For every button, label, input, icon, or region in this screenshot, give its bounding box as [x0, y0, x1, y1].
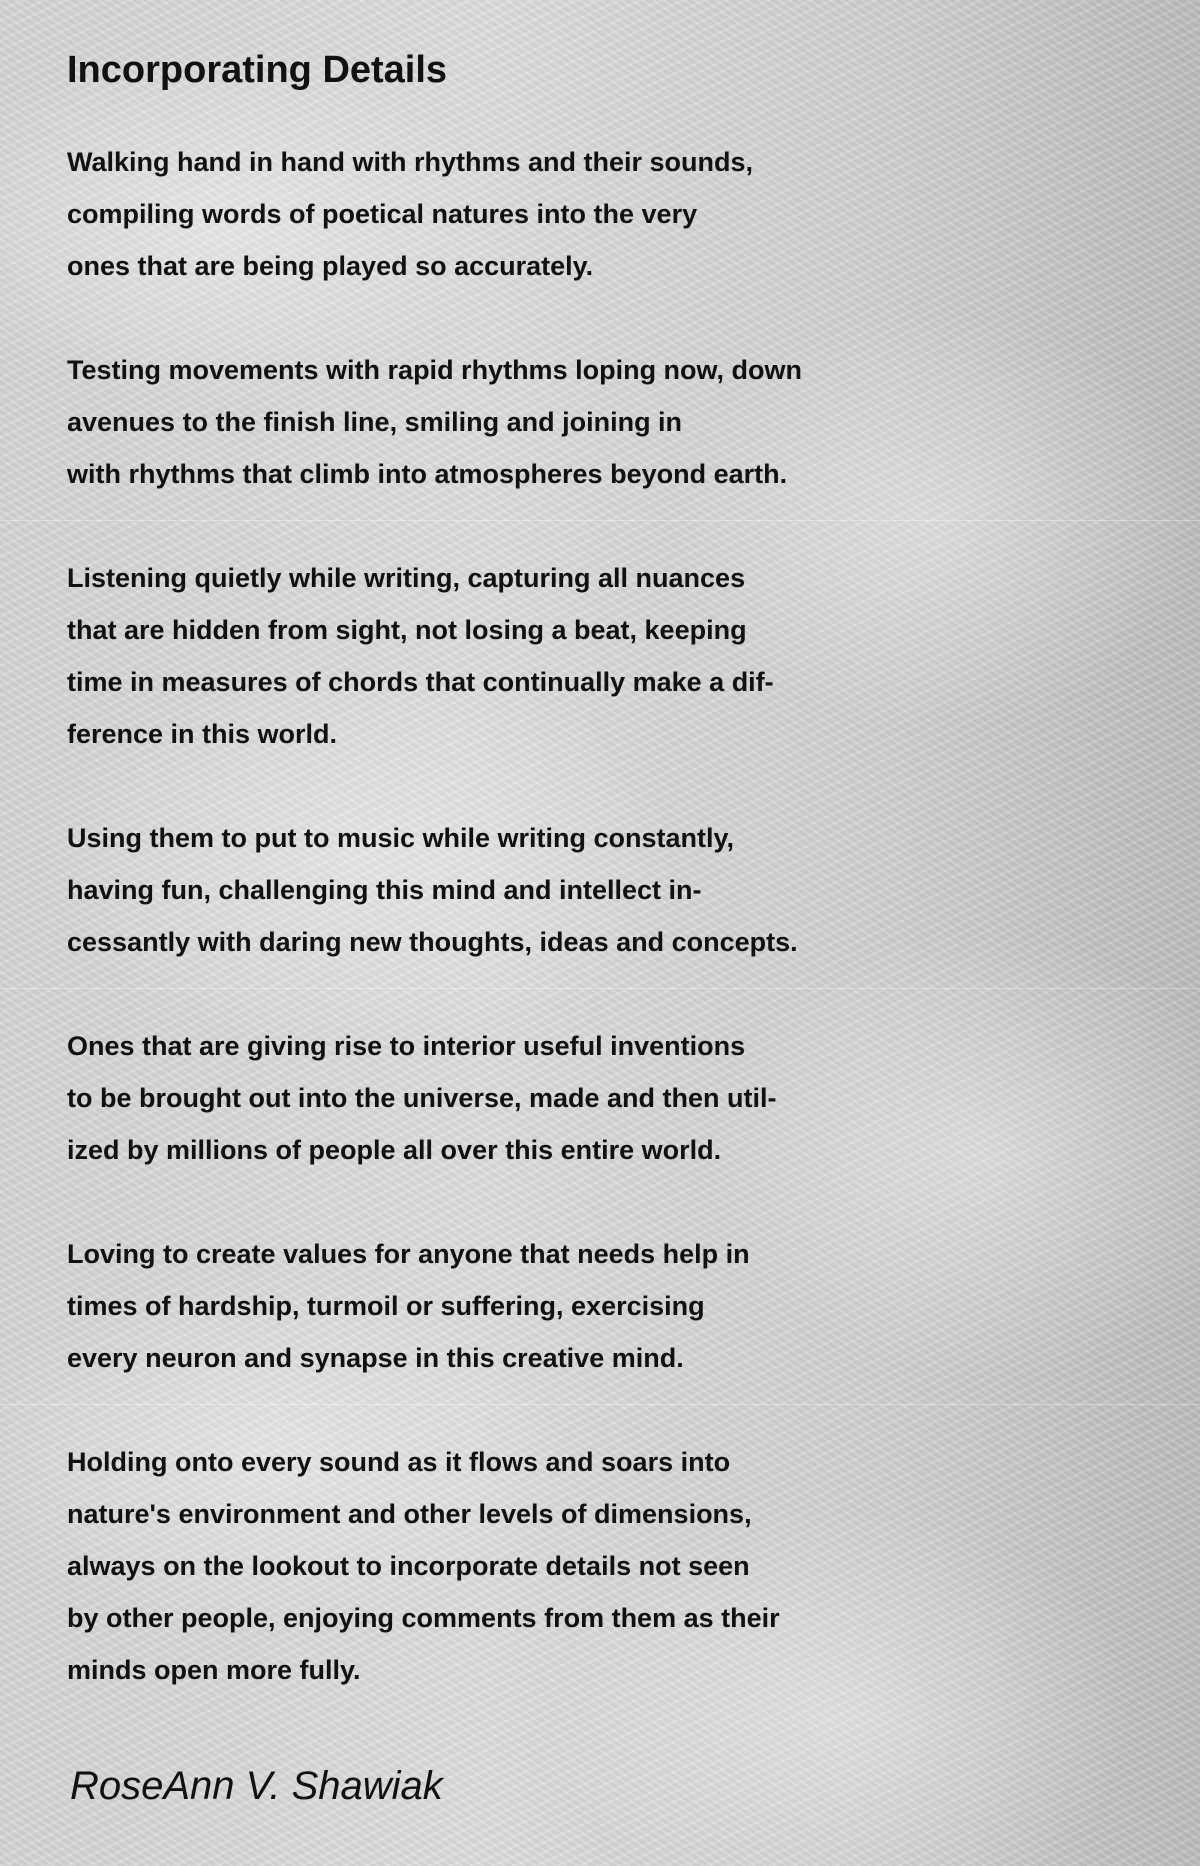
poem-line: Testing movements with rapid rhythms loping now, down [67, 354, 803, 385]
poem-line: minds open more fully. [67, 1654, 361, 1685]
poem-line: with rhythms that climb into atmospheres beyond earth. [67, 458, 788, 489]
stanza-4 [67, 812, 1147, 968]
poem [67, 48, 1147, 1748]
stanza-2 [67, 344, 1147, 500]
poem-line: having fun, challenging this mind and intellect in- [67, 874, 702, 905]
poem-line: ference in this world. [67, 718, 338, 749]
poem-line: ones that are being played so accurately. [67, 250, 594, 281]
stanza-3 [67, 552, 1147, 760]
poem-line: that are hidden from sight, not losing a beat, keeping [67, 614, 747, 645]
stanza-1 [67, 136, 1147, 292]
poem-line: compiling words of poetical natures into the very [67, 198, 698, 229]
poem-line: avenues to the finish line, smiling and joining in [67, 406, 683, 437]
poem-line: cessantly with daring new thoughts, ideas and concepts. [67, 926, 798, 957]
stanza-5 [67, 1020, 1147, 1176]
poem-line: nature's environment and other levels of dimensions, [67, 1498, 752, 1529]
poem-line: ized by millions of people all over this entire world. [67, 1134, 722, 1165]
poem-line: Using them to put to music while writing constantly, [67, 822, 735, 853]
poem-line: Holding onto every sound as it flows and soars into [67, 1446, 731, 1477]
poem-line: times of hardship, turmoil or suffering, exercising [67, 1290, 705, 1321]
stanza-7 [67, 1436, 1147, 1696]
poem-line: time in measures of chords that continually make a dif- [67, 666, 774, 697]
poem-line: Walking hand in hand with rhythms and their sounds, [67, 146, 754, 177]
poem-line: always on the lookout to incorporate details not seen [67, 1550, 750, 1581]
poem-line: Ones that are giving rise to interior useful inventions [67, 1030, 746, 1061]
poem-title: Incorporating Details [67, 49, 448, 91]
poem-author: RoseAnn V. Shawiak [70, 1764, 443, 1808]
poem-line: by other people, enjoying comments from them as their [67, 1602, 780, 1633]
poem-line: Loving to create values for anyone that needs help in [67, 1238, 750, 1269]
poem-line: Listening quietly while writing, capturing all nuances [67, 562, 746, 593]
stanza-6 [67, 1228, 1147, 1384]
poem-line: every neuron and synapse in this creative mind. [67, 1342, 684, 1373]
poem-line: to be brought out into the universe, made and then util- [67, 1082, 777, 1113]
